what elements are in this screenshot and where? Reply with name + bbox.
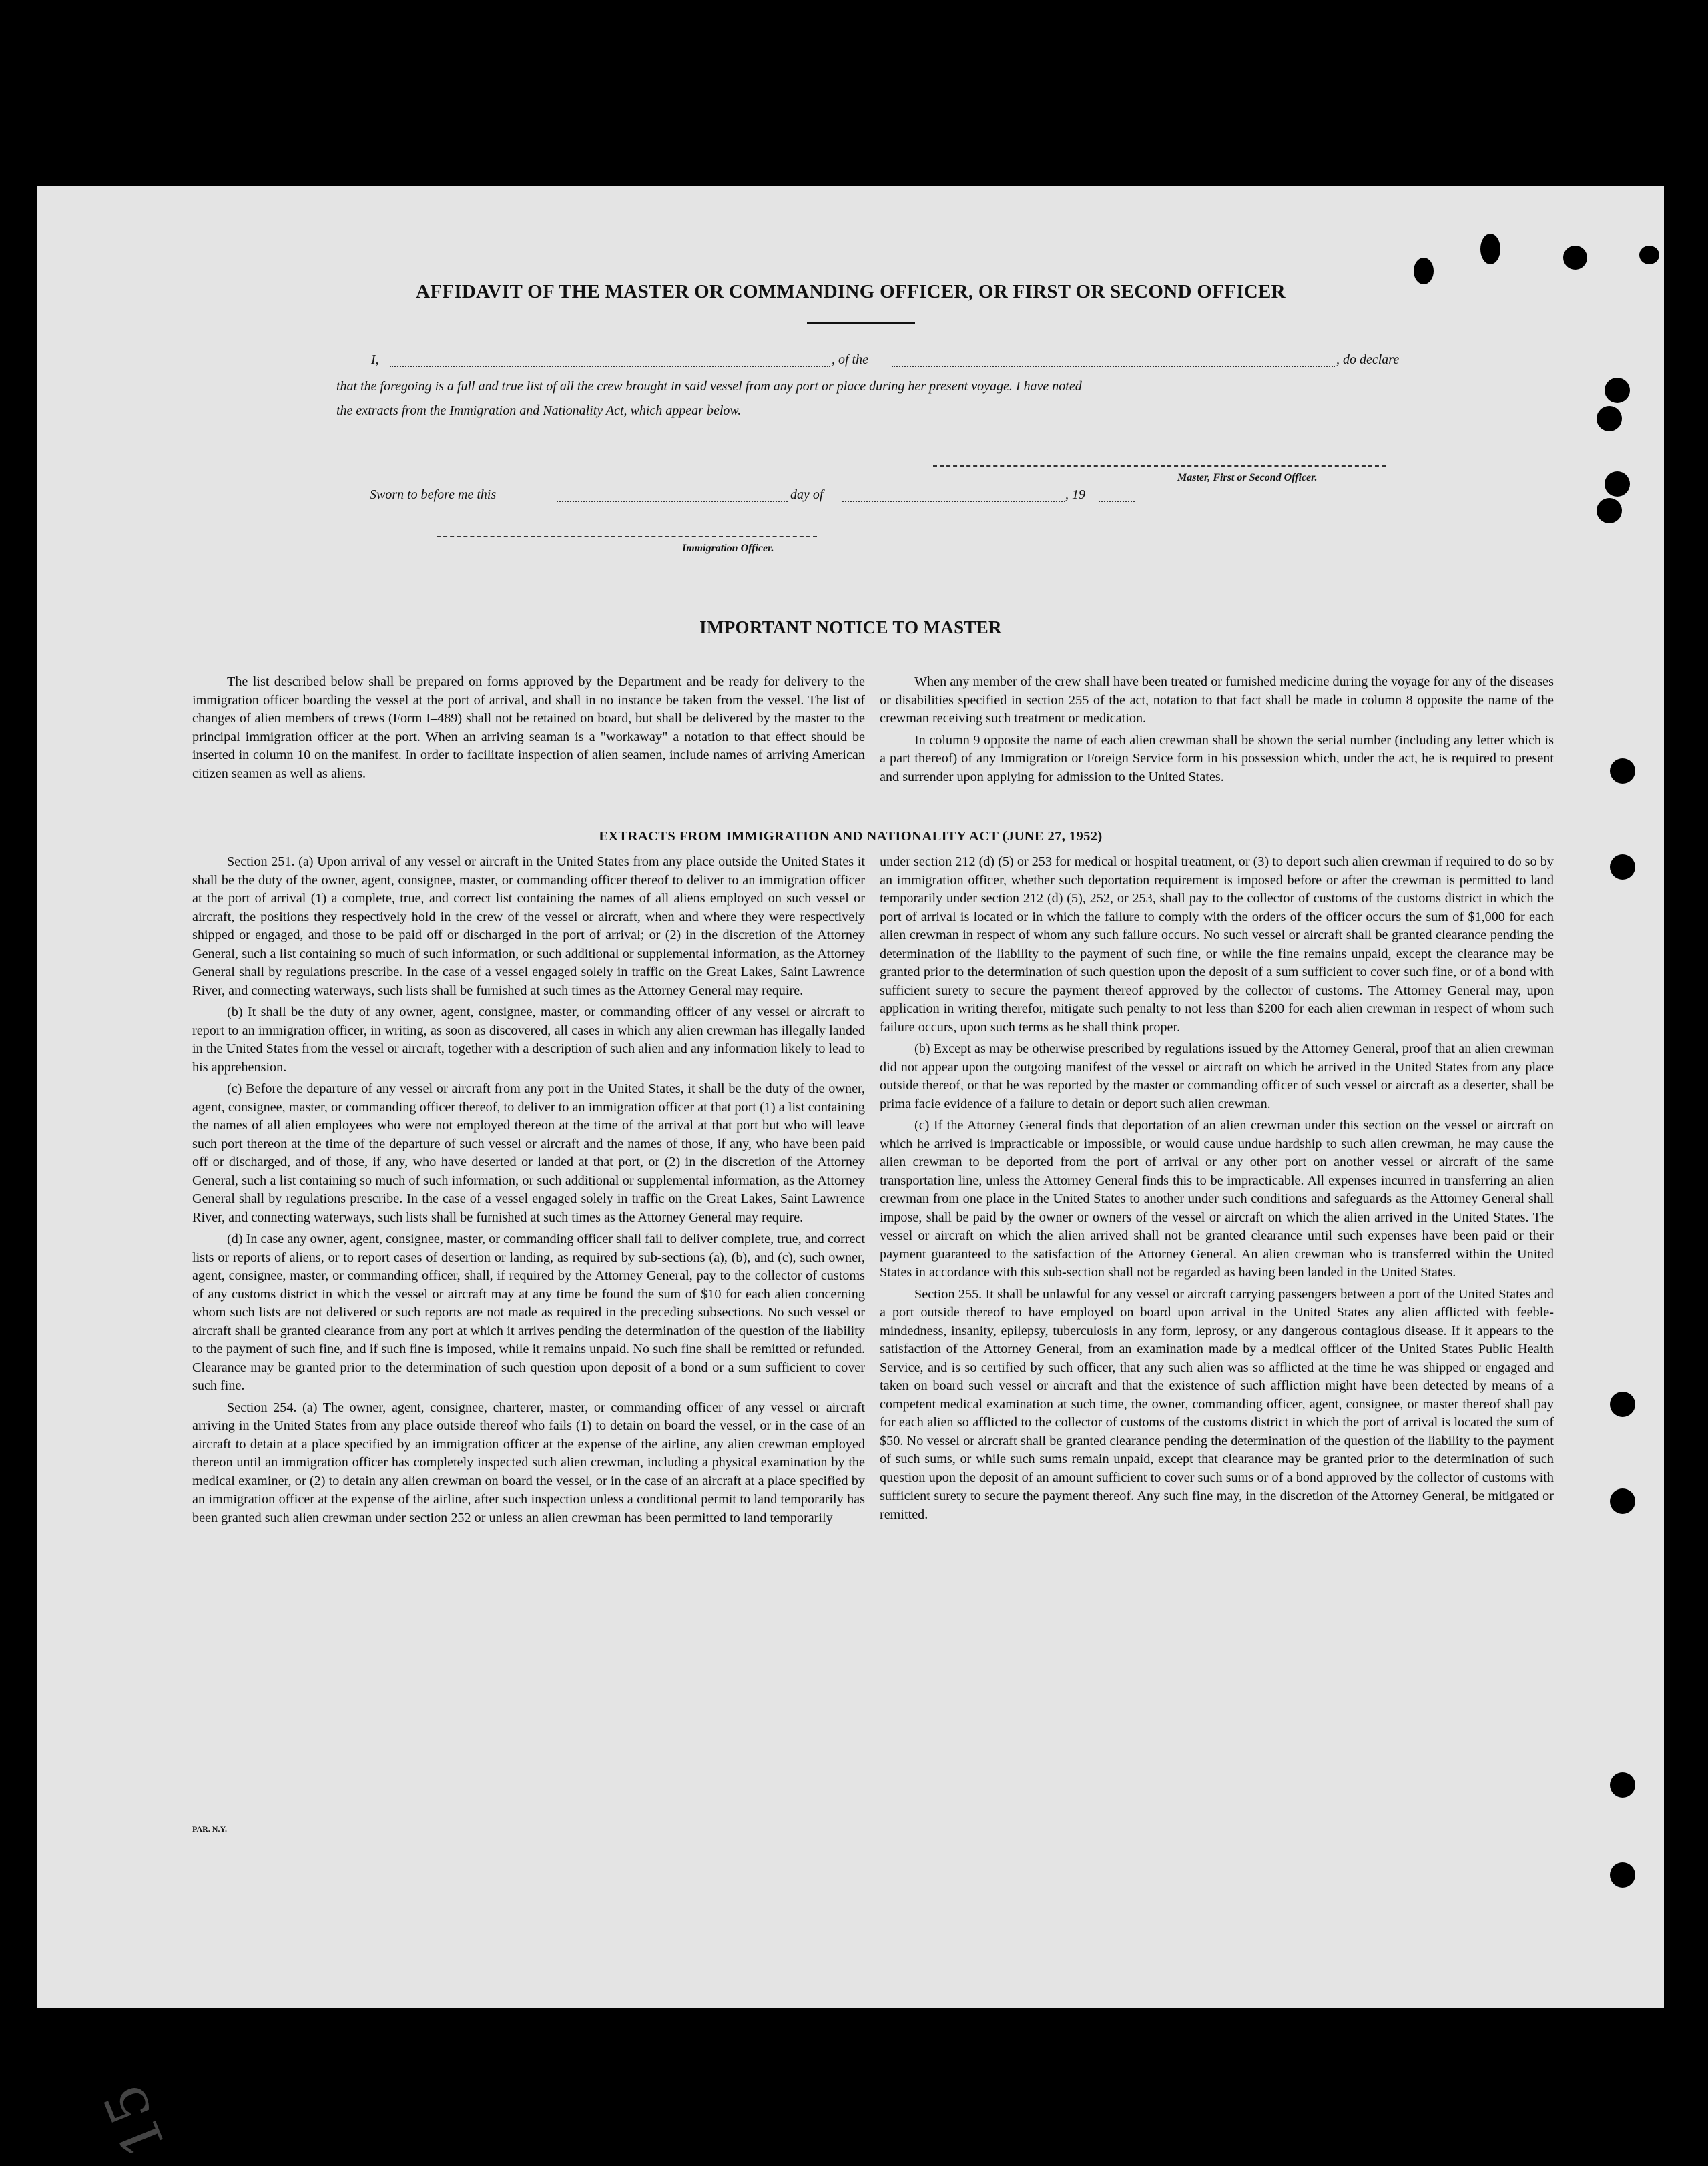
- master-signature-label: Master, First or Second Officer.: [1177, 472, 1318, 483]
- sworn-year-blank[interactable]: [1099, 501, 1135, 502]
- sworn-prefix: Sworn to before me this: [370, 487, 497, 502]
- declaration-i: I,: [371, 352, 379, 367]
- section-251-d: (d) In case any owner, agent, consignee, master, or commanding officer shall fail to deliver complete, true, and correct lists or reports of aliens, or to report cases of desertion or landing, as required by sub-sections (a), (b), and (c), such owner, agent, consignee, master, or commanding officer, shall, if required by the Attorney General, pay to the collector of customs of any customs district in which the vessel or aircraft may at any time be found the sum of $10 for each alien concerning whom such lists are not delivered or such reports are not made as required in the preceding subsections. No such vessel or aircraft shall be granted clearance from any port at which it arrives pending the determination of the question of the liability to the payment of such fine, and if such fine is imposed, while it remains unpaid. No such fine shall be remitted or refunded. Clearance may be granted prior to the determination of such question upon deposit of a bond or a sum sufficient to cover such fine.: [192, 1232, 865, 1393]
- extracts-title: EXTRACTS FROM IMMIGRATION AND NATIONALITY ACT (JUNE 27, 1952): [599, 829, 1103, 844]
- section-254-c: (c) If the Attorney General finds that deportation of an alien crewman under this section on the vessel or aircraft on which he arrived is impracticable or impossible, or would cause undue hardship to such alien crewman, he may cause the alien crewman to be deported from the port of arrival or any other port on another vessel or aircraft of the same transportation line, unless the Attorney General finds this to be impracticable. All expenses incurred in transferring an alien crewman from one place in the United States to another under such conditions and safeguards as the Attorney General shall impose, shall be paid by the owner or owners of the vessel or aircraft on which the alien arrived in the United States. The vessel or aircraft on which the alien arrived shall not be granted clearance until such expenses have been paid or their payment guaranteed to the satisfaction of the Attorney General. An alien crewman who is transferred within the United States in accordance with this sub-section shall not be regarded as having been landed in the United States.: [880, 1118, 1554, 1280]
- vessel-blank[interactable]: [892, 366, 1335, 367]
- binding-mark: [1639, 246, 1659, 264]
- section-254-a-continued: under section 212 (d) (5) or 253 for medical or hospital treatment, or (3) to deport such alien crewman if required to do so by an immigration officer, whether such deportation requirement is imposed before or after the crewman is permitted to land temporarily under section 212 (d) (5), 252, or 253, shall pay to the collector of customs of the customs district in which the port of arrival is located or in which the failure to comply with the orders of the officer occurs the sum of $1,000 for each alien crewman in respect of whom any such failure occurs. No such vessel or aircraft shall be granted clearance pending the determination of the liability to the payment of such fine, or while the fine remains unpaid, except the clearance may be granted prior to the determination of such question upon the deposit of a sum sufficient to cover such fine, or of a bond with sufficient surety to secure the payment thereof approved by the collector of customs. The Attorney General may, upon application in writing therefor, mitigate such penalty to not less than $200 for each alien crewman in respect of whom such failure occurs, upon such terms as he shall think proper.: [880, 854, 1554, 1035]
- punch-hole: [1610, 1488, 1635, 1514]
- binding-mark: [1414, 258, 1434, 284]
- title-divider: [807, 322, 915, 324]
- sworn-day-of: day of: [790, 487, 824, 502]
- punch-hole: [1610, 1392, 1635, 1417]
- punch-hole: [1610, 758, 1635, 784]
- declaration-line-3: the extracts from the Immigration and Nationality Act, which appear below.: [336, 403, 742, 418]
- binding-mark: [1480, 234, 1500, 264]
- name-blank[interactable]: [390, 366, 830, 367]
- punch-hole: [1605, 378, 1630, 403]
- section-251-a: Section 251. (a) Upon arrival of any vessel or aircraft in the United States from any place outside the United States it shall be the duty of the owner, agent, consignee, master, or commanding officer thereof to deliver to an immigration officer at the port of arrival (1) a complete, true, and correct list containing the names of all aliens employed on such vessel or aircraft, the positions they respectively hold in the crew of the vessel or aircraft, when and where they were respectively shipped or engaged, and those to be paid off or discharged in the port of arrival; or (2) in the discretion of the Attorney General, such a list containing so much of such information, or such additional or supplemental information, as the Attorney General shall by regulations prescribe. In the case of a vessel engaged solely in traffic on the Great Lakes, Saint Lawrence River, and connecting waterways, such lists shall be furnished at such times as the Attorney General may require.: [192, 854, 865, 998]
- handwritten-page-number: 15: [90, 2075, 178, 2166]
- declaration-do-declare: , do declare: [1336, 352, 1400, 367]
- master-signature-line[interactable]: [933, 465, 1386, 467]
- notice-right-column: [880, 673, 1554, 790]
- document-page: [37, 186, 1664, 2166]
- section-255: Section 255. It shall be unlawful for any vessel or aircraft carrying passengers between a port of the United States and a port outside thereof to have employed on board upon arrival in the United States any alien afflicted with feeble-mindedness, insanity, epilepsy, tuberculosis in any form, leprosy, or any dangerous contagious disease. If it appears to the satisfaction of the Attorney General, from an examination made by a medical officer of the United States Public Health Service, and is so certified by such officer, that any such alien was so afflicted at the time he was shipped or engaged and taken on board such vessel or aircraft and that the existence of such affliction might have been detected by means of a competent medical examination at such time, the owner, commanding officer, agent, consignee, or master thereof shall pay for each alien so afflicted to the collector of customs of the customs district in which the port of arrival is located the sum of $50. No vessel or aircraft shall be granted clearance pending the determination of the question of the liability to the payment of such sums, or while such sums remain unpaid, except that clearance may be granted prior to the determination of such question upon the deposit of an amount sufficient to cover such sums or of a bond approved by the collector of customs with sufficient surety to secure the payment thereof. Any such fine may, in the discretion of the Attorney General, be mitigated or remitted.: [880, 1286, 1554, 1522]
- punch-hole: [1597, 406, 1622, 431]
- sworn-year: , 19: [1065, 487, 1085, 502]
- declaration-of-the: , of the: [832, 352, 868, 367]
- notice-paragraph: In column 9 opposite the name of each alien crewman shall be shown the serial number (including any letter which is a part thereof) of any Immigration or Foreign Service form in his possession which, under the act, he is required to present and surrender upon applying for admission to the United States.: [880, 732, 1554, 784]
- extracts-right-column: [880, 853, 1554, 1527]
- notice-paragraph: When any member of the crew shall have been treated or furnished medicine during the voyage for any of the diseases or disabilities specified in section 255 of the act, notation to that fact shall be made in column 8 opposite the name of the crewman receiving such treatment or medication.: [880, 674, 1554, 726]
- notice-title: IMPORTANT NOTICE TO MASTER: [699, 617, 1002, 637]
- declaration-line-2: that the foregoing is a full and true list of all the crew brought in said vessel from any port or place during her present voyage. I have noted: [336, 379, 1082, 394]
- extracts-left-column: [192, 853, 865, 1531]
- punch-hole: [1610, 854, 1635, 880]
- section-254-a: Section 254. (a) The owner, agent, consignee, charterer, master, or commanding officer of any vessel or aircraft arriving in the United States from any place outside thereof who fails (1) to detain on board the vessel, or in the case of an aircraft to detain at a place specified by an immigration officer at the expense of the airline, any alien crewman employed thereon until an immigration officer has completely inspected such alien crewman, including a physical examination by the medical examiner, or (2) to detain any alien crewman on board the vessel, or in the case of an aircraft at a place specified by an immigration officer at the expense of the airline, after such inspection unless a conditional permit to land temporarily has been granted such alien crewman under section 252 or unless an alien crewman has been permitted to land temporarily: [192, 1400, 865, 1525]
- binding-mark: [1563, 246, 1587, 270]
- sworn-day-blank[interactable]: [557, 501, 788, 502]
- punch-hole: [1597, 498, 1622, 523]
- punch-hole: [1610, 1862, 1635, 1888]
- section-251-c: (c) Before the departure of any vessel or aircraft from any port in the United States, it shall be the duty of the owner, agent, consignee, master, or commanding officer thereof, to deliver to an immigration officer at that port (1) a list containing the names of all alien employees who were not employed thereon at the time of the arrival at that port but who will leave such port thereon at the time of the departure of such vessel or aircraft and the names of those, if any, who have been paid off or discharged, and of those, if any, who have deserted or landed at that port, or (2) in the discretion of the Attorney General, such a list containing so much of such information, or such additional or supplemental information, as the Attorney General shall by regulations prescribe. In the case of a vessel engaged solely in traffic on the Great Lakes, Saint Lawrence River, and connecting waterways, such lists shall be furnished at such times as the Attorney General may require.: [192, 1081, 865, 1225]
- notice-left-column: [192, 673, 865, 786]
- immigration-officer-label: Immigration Officer.: [682, 543, 774, 554]
- immigration-officer-line[interactable]: [437, 536, 817, 537]
- affidavit-title: AFFIDAVIT OF THE MASTER OR COMMANDING OFFICER, OR FIRST OR SECOND OFFICER: [416, 281, 1286, 302]
- section-251-b: (b) It shall be the duty of any owner, agent, consignee, master, or commanding officer of any vessel or aircraft to report to an immigration officer, in writing, as soon as discovered, all cases in which any alien crewman has illegally landed in the United States from the vessel or aircraft, together with a description of such alien and any information likely to lead to his apprehension.: [192, 1005, 865, 1075]
- punch-hole: [1605, 471, 1630, 497]
- printer-mark: PAR. N.Y.: [192, 1824, 228, 1834]
- section-254-b: (b) Except as may be otherwise prescribed by regulations issued by the Attorney General, proof that an alien crewman did not appear upon the outgoing manifest of the vessel or aircraft on which he arrived in the United States from any place outside thereof, or that he was reported by the master or commanding officer of such vessel or aircraft as a deserter, shall be prima facie evidence of a failure to detain or deport such alien crewman.: [880, 1041, 1554, 1111]
- notice-paragraph: The list described below shall be prepared on forms approved by the Department and be ready for delivery to the immigration officer boarding the vessel at the port of arrival, and shall in no instance be taken from the vessel. The list of changes of alien members of crews (Form I–489) shall not be retained on board, but shall be delivered by the master to the principal immigration officer at the port. When an arriving seaman is a "workaway" a notation to that effect should be inserted in column 10 on the manifest. In order to facilitate inspection of alien seamen, include names of arriving American citizen seamen as well as aliens.: [192, 674, 865, 781]
- punch-hole: [1610, 1772, 1635, 1798]
- sworn-month-blank[interactable]: [842, 501, 1065, 502]
